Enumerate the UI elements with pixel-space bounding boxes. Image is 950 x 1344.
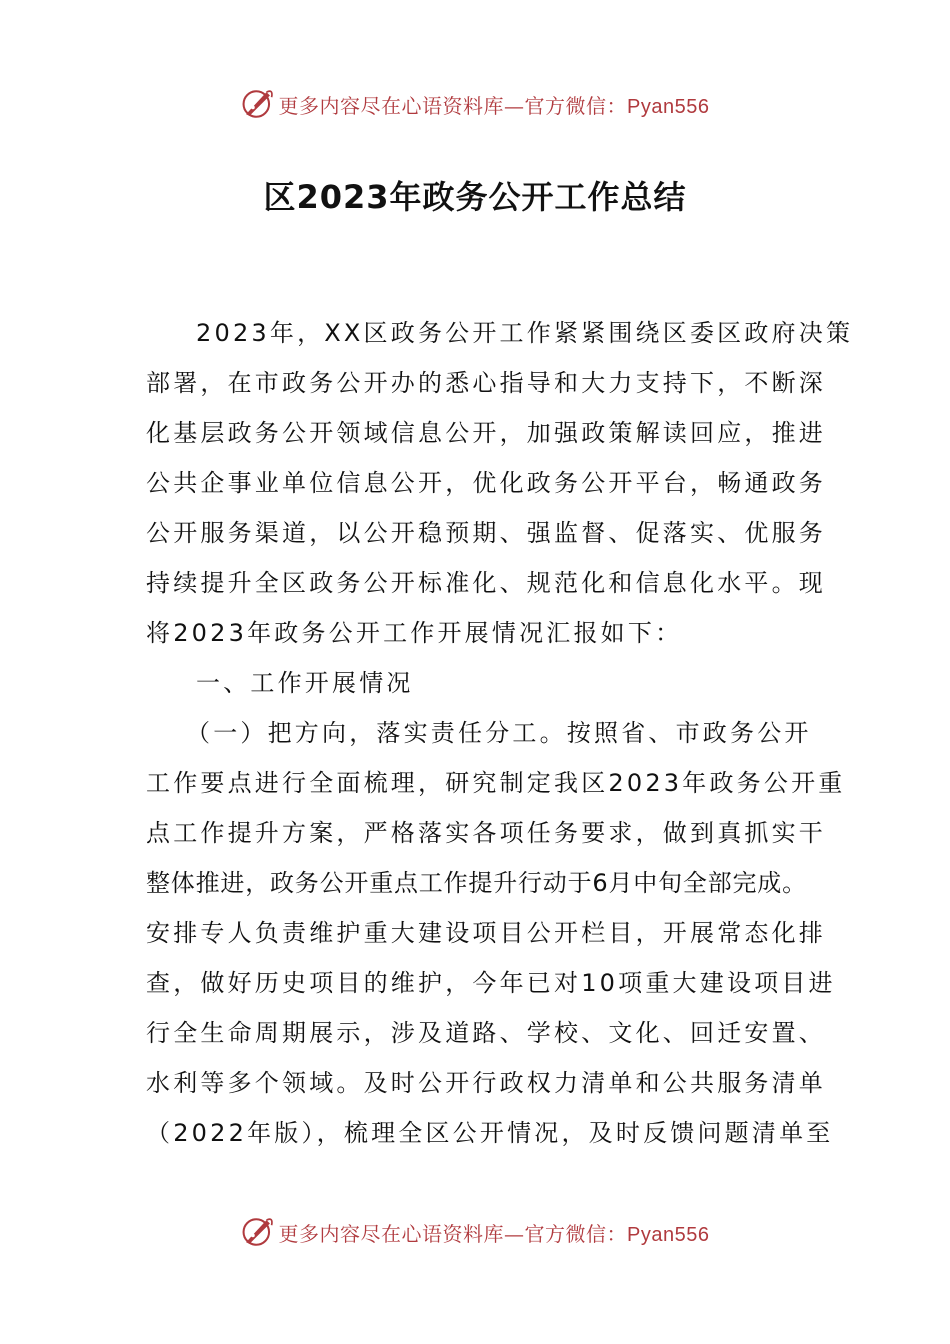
paragraph-line: 公开服务渠道，以公开稳预期、强监督、促落实、优服务 [146,519,826,547]
paragraph-line: （一）把方向，落实责任分工。按照省、市政务公开 [186,719,812,747]
paragraph-line: 2023年，XX区政务公开工作紧紧围绕区委区政府决策 [196,319,854,347]
paragraph-line: 行全生命周期展示，涉及道路、学校、文化、回迁安置、 [146,1019,826,1047]
footer-banner [0,1212,950,1252]
paragraph-line: 水利等多个领域。及时公开行政权力清单和公共服务清单 [146,1069,826,1097]
paragraph-line: 整体推进，政务公开重点工作提升行动于6月中旬全部完成。 [146,869,807,897]
document-title: 区2023年政务公开工作总结 [263,178,687,216]
banner-text: 更多内容尽在心语资料库—官方微信：Pyan556 [278,1221,710,1246]
banner-handle: Pyan556 [627,1223,710,1246]
document-body [146,308,854,1158]
paragraph-line: 将2023年政务公开工作开展情况汇报如下： [146,619,683,647]
paragraph-line: 部署，在市政务公开办的悉心指导和大力支持下，不断深 [146,369,826,397]
quill-logo-icon [241,87,275,121]
banner-handle: Pyan556 [627,95,710,118]
paragraph-line: 点工作提升方案，严格落实各项任务要求，做到真抓实干 [146,819,826,847]
quill-logo-icon [241,1215,275,1249]
header-banner [0,84,950,124]
section-heading: 一、工作开展情况 [196,669,414,697]
paragraph-line: 工作要点进行全面梳理，研究制定我区2023年政务公开重 [146,769,846,797]
banner-text: 更多内容尽在心语资料库—官方微信：Pyan556 [278,93,710,118]
paragraph-line: （2022年版），梳理全区公开情况，及时反馈问题清单至 [146,1119,834,1147]
paragraph-line: 化基层政务公开领域信息公开，加强政策解读回应，推进 [146,419,826,447]
paragraph-line: 持续提升全区政务公开标准化、规范化和信息化水平。现 [146,569,826,597]
paragraph-line: 公共企事业单位信息公开，优化政务公开平台，畅通政务 [146,469,826,497]
paragraph-line: 查，做好历史项目的维护，今年已对10项重大建设项目进 [146,969,836,997]
paragraph-line: 安排专人负责维护重大建设项目公开栏目，开展常态化排 [146,919,826,947]
